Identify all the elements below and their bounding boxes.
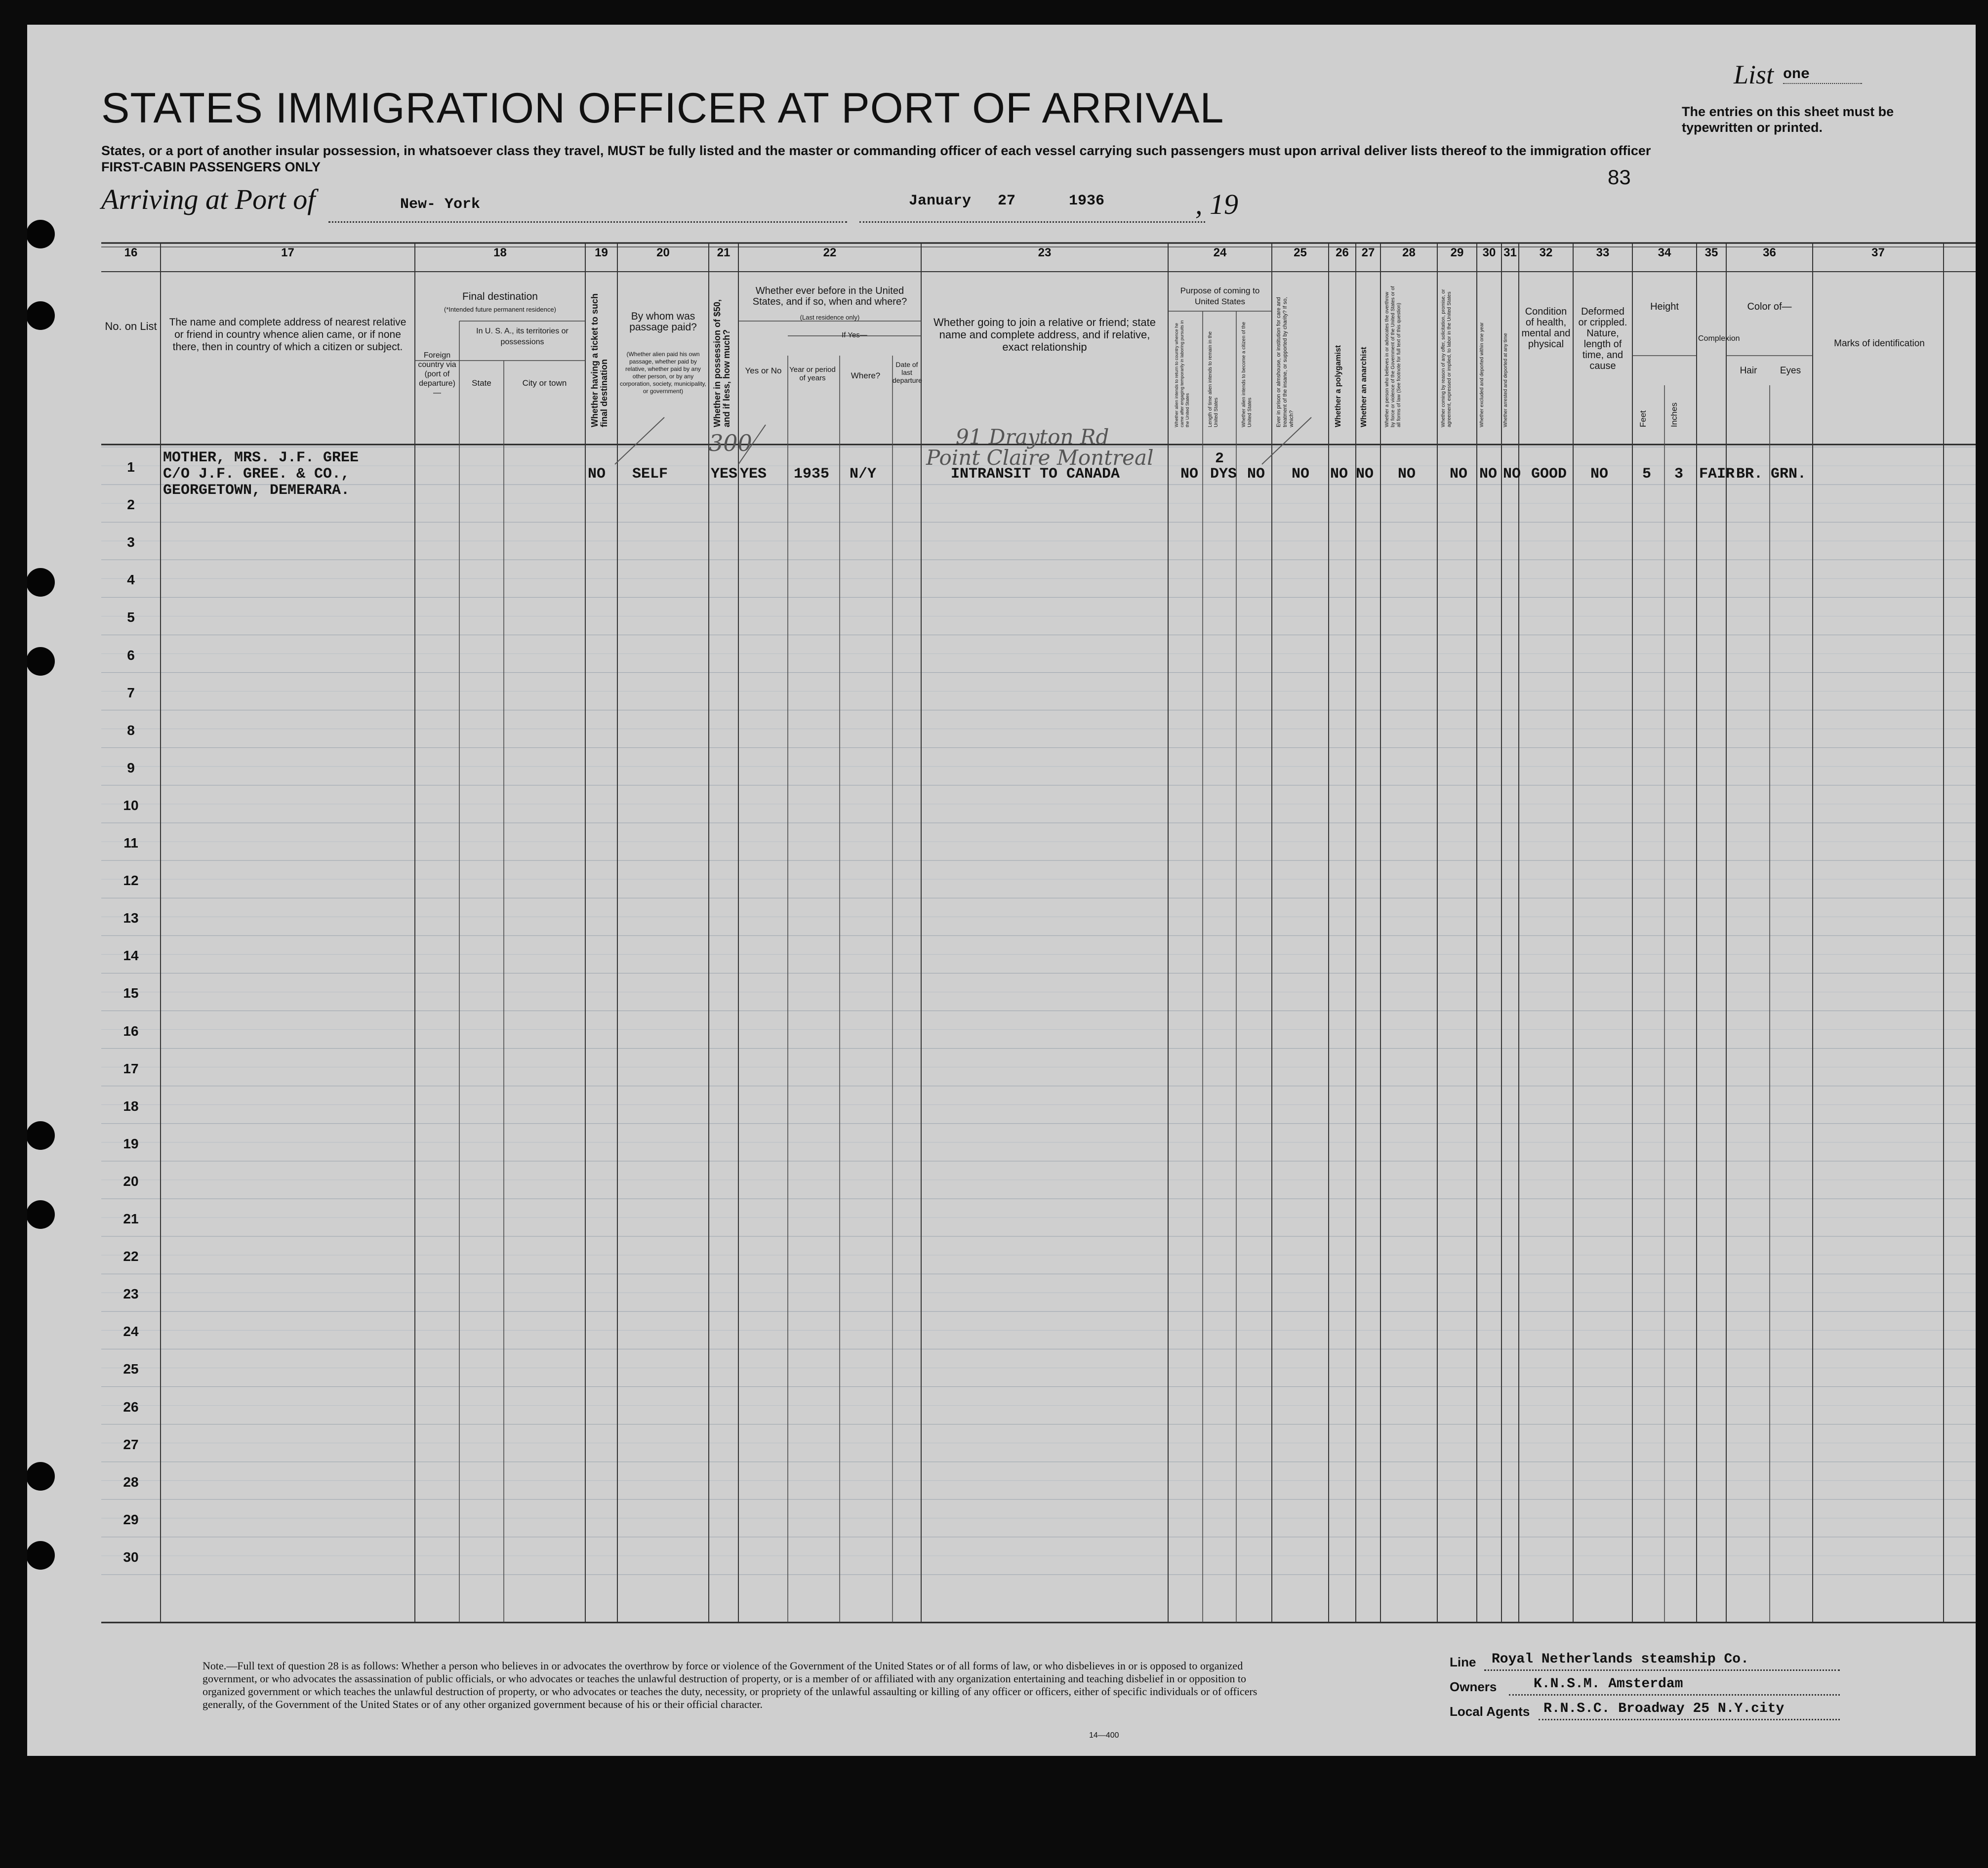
col-number: 26 bbox=[1336, 246, 1349, 259]
header-eyes: Eyes bbox=[1780, 365, 1801, 376]
row-number: 28 bbox=[123, 1474, 139, 1490]
length-unit: DYS bbox=[1210, 466, 1237, 483]
header-year-period: Year or period of years bbox=[789, 365, 836, 382]
header-height: Height bbox=[1650, 301, 1679, 312]
row-number: 21 bbox=[123, 1211, 139, 1226]
header-state: State bbox=[472, 378, 491, 388]
col-number: 22 bbox=[823, 246, 837, 259]
excluded-value: NO bbox=[1479, 466, 1498, 483]
where-value: N/Y bbox=[850, 466, 877, 483]
row-number: 3 bbox=[127, 534, 135, 550]
row-number: 23 bbox=[123, 1286, 139, 1302]
header-purpose: Purpose of coming to United States bbox=[1180, 286, 1260, 306]
header-labor-offer: Whether coming by reason of any offer, solicitation, promise, or agreement, expressed or implied, to labor in the United States bbox=[1441, 289, 1452, 427]
col-number: 32 bbox=[1539, 246, 1553, 259]
join-handwritten-1: 91 Drayton Rd bbox=[956, 425, 1109, 449]
header-no-on-list: No. on List bbox=[105, 320, 157, 332]
row-number: 11 bbox=[123, 835, 138, 851]
col-number: 30 bbox=[1482, 246, 1496, 259]
passage-value: SELF bbox=[632, 466, 668, 483]
col-number: 16 bbox=[124, 246, 138, 259]
col-number: 28 bbox=[1402, 246, 1416, 259]
agents-label: Local Agents bbox=[1450, 1704, 1530, 1719]
list-label: List bbox=[1734, 60, 1774, 89]
intend-return-value: NO bbox=[1180, 466, 1199, 483]
header-in-usa: In U. S. A., its territories or possessions bbox=[476, 327, 568, 346]
labor-value: NO bbox=[1450, 466, 1468, 483]
port-line bbox=[328, 221, 847, 223]
header-possession-50: Whether in possession of $50, and if less, how much? bbox=[712, 299, 731, 427]
inches-value: 3 bbox=[1674, 466, 1684, 483]
relative-line-2: C/O J.F. GREE. & CO., bbox=[163, 466, 350, 483]
hair-value: BR. bbox=[1736, 466, 1763, 483]
row-number: 10 bbox=[123, 797, 139, 813]
header-anarchist: Whether an anarchist bbox=[1360, 347, 1368, 427]
year-label: , 19 bbox=[1195, 188, 1238, 220]
row-number: 15 bbox=[123, 985, 139, 1001]
money-value: YES bbox=[711, 466, 738, 483]
header-complexion: Complexion bbox=[1698, 334, 1740, 343]
join-handwritten-2: Point Claire Montreal bbox=[926, 446, 1154, 470]
col-number: 18 bbox=[493, 246, 507, 259]
header-deformed: Deformed or crippled. Nature, length of time, and cause bbox=[1578, 306, 1627, 371]
header-city: City or town bbox=[522, 378, 567, 388]
row-number: 19 bbox=[123, 1136, 139, 1151]
class-line: FIRST-CABIN PASSENGERS ONLY bbox=[101, 160, 321, 174]
join-value: INTRANSIT TO CANADA bbox=[951, 466, 1120, 483]
header-where: Where? bbox=[851, 371, 881, 380]
before-value: YES bbox=[740, 466, 767, 483]
header-passage-note: (Whether alien paid his own passage, whether paid by relative, whether paid by any other person, or by any corporation, society, municipality, or government) bbox=[620, 351, 706, 395]
row-number: 13 bbox=[123, 910, 139, 926]
header-feet: Feet bbox=[1638, 410, 1648, 427]
row-number: 22 bbox=[123, 1249, 139, 1264]
polygamist-value: NO bbox=[1330, 466, 1348, 483]
row-number: 26 bbox=[123, 1399, 139, 1415]
row-number: 14 bbox=[123, 948, 139, 964]
anarchist-value: NO bbox=[1356, 466, 1374, 483]
owners-value: K.N.S.M. Amsterdam bbox=[1534, 1676, 1683, 1692]
prison-value: NO bbox=[1292, 466, 1310, 483]
footnote-question-28: Note.—Full text of question 28 is as follows: Whether a person who believes in or advocates the overthrow by force or violence of the Government of the United States or of all forms of law, or who disbelieves in or is opposed to organized government, or who advocates the assassination of public officials, or who advocates or teaches the unlawful destruction of property, or is a member of or affiliated with any organization entertaining and teaching disbelief in or opposition to organized government or which teaches the unlawful destruction of property, or who advocates or teaches the duty, necessity, or propriety of the unlawful assaulting or killing of any officer or officers, either of specific individuals or of officers generally, of the Government of the United States or of any other organized government because of his or their official character. bbox=[203, 1660, 1258, 1710]
list-value: one bbox=[1783, 66, 1862, 84]
header-polygamist: Whether a polygamist bbox=[1334, 345, 1342, 427]
complexion-value: FAIR bbox=[1699, 466, 1735, 483]
col-number: 34 bbox=[1658, 246, 1671, 259]
col-number: 17 bbox=[281, 246, 294, 259]
manifest-sheet bbox=[27, 25, 1976, 1756]
row-number: 2 bbox=[127, 497, 135, 513]
length-number: 2 bbox=[1215, 450, 1224, 467]
header-ticket: Whether having a ticket to such final destination bbox=[590, 293, 609, 427]
header-if-yes: If Yes— bbox=[842, 331, 867, 339]
header-prison: Ever in prison or almshouse, or institution for care and treatment of the insane, or supported by charity? If so, which? bbox=[1276, 297, 1295, 427]
entries-note: The entries on this sheet must be typewritten or printed. bbox=[1682, 104, 1894, 135]
deformed-value: NO bbox=[1590, 466, 1609, 483]
header-marks: Marks of identification bbox=[1834, 338, 1925, 349]
handwritten-slash bbox=[615, 417, 664, 464]
port-value: New- York bbox=[400, 196, 481, 213]
ticket-value: NO bbox=[588, 466, 606, 483]
year-value: 1935 bbox=[794, 466, 830, 483]
line-value: Royal Netherlands steamship Co. bbox=[1492, 1652, 1749, 1667]
row-number: 4 bbox=[127, 572, 135, 588]
owners-label: Owners bbox=[1450, 1679, 1497, 1694]
header-final-destination: Final destination bbox=[462, 291, 538, 302]
row-number: 16 bbox=[123, 1023, 139, 1039]
col-number: 36 bbox=[1763, 246, 1776, 259]
relative-line-1: MOTHER, MRS. J.F. GREE bbox=[163, 449, 359, 466]
header-join-relative: Whether going to join a relative or friend; state name and complete address, and if relative, exact relationship bbox=[933, 316, 1156, 353]
col-number: 33 bbox=[1596, 246, 1610, 259]
header-inches: Inches bbox=[1669, 402, 1679, 427]
row-number: 25 bbox=[123, 1361, 139, 1377]
row-number: 12 bbox=[123, 873, 139, 889]
money-handwritten: 300 bbox=[709, 430, 752, 456]
form-number: 14—400 bbox=[1089, 1731, 1119, 1740]
header-final-destination-note: (*Intended future permanent residence) bbox=[444, 306, 556, 313]
page-number: 83 bbox=[1608, 165, 1631, 189]
date-line bbox=[859, 221, 1205, 223]
row-number: 27 bbox=[123, 1436, 139, 1452]
header-last-residence: (Last residence only) bbox=[800, 314, 860, 321]
col-number: 27 bbox=[1361, 246, 1375, 259]
col-number: 35 bbox=[1704, 246, 1718, 259]
col-number: 31 bbox=[1503, 246, 1517, 259]
header-purpose-return: Whether alien intends to return to country whence he came after engaging temporarily in laboring pursuits in the United States bbox=[1174, 320, 1190, 427]
header-date-last-departure: Date of last departure bbox=[893, 361, 922, 384]
header-excluded: Whether excluded and deported within one year bbox=[1479, 322, 1485, 427]
owners-underline bbox=[1509, 1694, 1840, 1696]
overthrow-value: NO bbox=[1398, 466, 1416, 483]
instruction-line: States, or a port of another insular possession, in whatsoever class they travel, MUST be fully listed and the master or commanding officer of each vessel carrying such passengers must upon arrival deliver lists thereof to the immigration officer bbox=[101, 143, 1651, 158]
header-health: Condition of health, mental and physical bbox=[1521, 306, 1571, 350]
row-number: 6 bbox=[127, 647, 135, 663]
col-number: 29 bbox=[1450, 246, 1464, 259]
agents-value: R.N.S.C. Broadway 25 N.Y.city bbox=[1543, 1701, 1785, 1716]
col-number: 24 bbox=[1213, 246, 1227, 259]
date-value: January 27 1936 bbox=[909, 193, 1105, 209]
row-number: 24 bbox=[123, 1324, 139, 1340]
row-number: 7 bbox=[127, 685, 135, 700]
line-underline bbox=[1484, 1669, 1840, 1671]
page-title: STATES IMMIGRATION OFFICER AT PORT OF ARRIVAL bbox=[101, 84, 1224, 132]
row-number: 5 bbox=[127, 609, 135, 625]
agents-underline bbox=[1539, 1719, 1840, 1720]
row-number: 18 bbox=[123, 1098, 139, 1114]
header-passage-paid: By whom was passage paid? bbox=[629, 311, 697, 333]
row-number: 9 bbox=[127, 760, 135, 775]
header-nearest-relative: The name and complete address of nearest relative or friend in country whence alien came, or if none there, then in country of which a citizen or subject. bbox=[169, 317, 406, 353]
health-value: GOOD bbox=[1531, 466, 1567, 483]
row-number: 17 bbox=[123, 1060, 139, 1076]
header-purpose-citizen: Whether alien intends to become a citizen of the United States bbox=[1241, 322, 1253, 427]
header-foreign-country: Foreign country via (port of departure)— bbox=[418, 351, 456, 397]
col-number: 37 bbox=[1871, 246, 1885, 259]
col-number: 25 bbox=[1294, 246, 1307, 259]
col-number: 23 bbox=[1038, 246, 1052, 259]
arriving-label: Arriving at Port of bbox=[101, 183, 316, 215]
row-number: 30 bbox=[123, 1549, 139, 1565]
header-purpose-length: Length of time alien intends to remain in the United States bbox=[1208, 331, 1219, 427]
row-number: 29 bbox=[123, 1511, 139, 1527]
citizen-value: NO bbox=[1247, 466, 1265, 483]
header-before-in-us: Whether ever before in the United States, and if so, when and where? bbox=[752, 285, 907, 307]
row-number: 8 bbox=[127, 722, 135, 738]
relative-line-3: GEORGETOWN, DEMERARA. bbox=[163, 482, 350, 499]
feet-value: 5 bbox=[1642, 466, 1652, 483]
row-number: 20 bbox=[123, 1173, 139, 1189]
header-yes-no: Yes or No bbox=[745, 366, 782, 375]
header-color-of: Color of— bbox=[1747, 301, 1792, 312]
header-hair: Hair bbox=[1740, 365, 1757, 376]
row-number: 1 bbox=[127, 459, 135, 475]
col-number: 19 bbox=[595, 246, 608, 259]
header-overthrow: Whether a person who believes in or advocates the overthrow by force or violence of the Government of the United States or of all forms of law (See footnote for full text of this question) bbox=[1384, 286, 1402, 427]
line-label: Line bbox=[1450, 1655, 1476, 1669]
eyes-value: GRN. bbox=[1771, 466, 1807, 483]
col-number: 21 bbox=[717, 246, 730, 259]
col-number: 20 bbox=[656, 246, 670, 259]
header-arrested: Whether arrested and deported at any time bbox=[1503, 333, 1508, 427]
arrested-value: NO bbox=[1503, 466, 1521, 483]
